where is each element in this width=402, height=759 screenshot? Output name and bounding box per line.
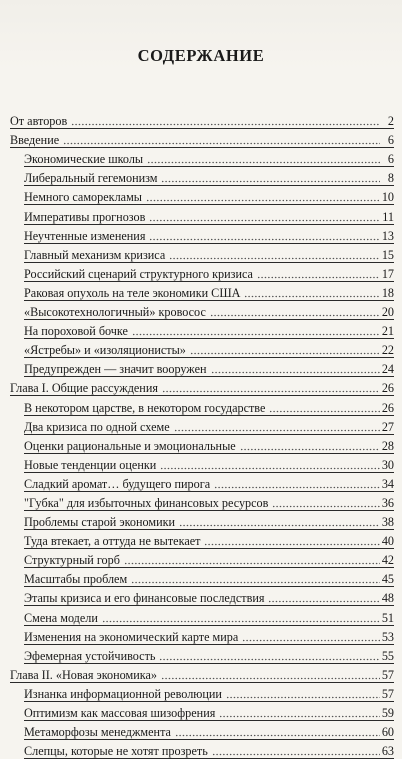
dot-leader — [244, 287, 379, 298]
toc-entry — [24, 358, 394, 377]
dot-leader — [161, 669, 380, 680]
toc-entry-title: Введение — [10, 133, 60, 148]
toc-entry-title: Изнанка информационной революции — [24, 686, 222, 701]
toc-entry-page: 26 — [381, 400, 394, 415]
toc-entry — [24, 186, 394, 205]
toc-entry — [10, 129, 394, 148]
toc-entry — [24, 244, 394, 263]
dot-leader — [269, 402, 379, 413]
toc-entry-page: 55 — [381, 648, 394, 663]
toc-entry — [24, 721, 394, 740]
toc-entry — [24, 416, 394, 435]
toc-entry-title: Сладкий аромат… будущего пирога — [24, 476, 211, 491]
toc-entry — [24, 225, 394, 244]
toc-entry-page: 6 — [387, 133, 394, 148]
toc-entry-title: Этапы кризиса и его финансовые последствия — [24, 591, 265, 606]
toc-entry-page: 8 — [387, 171, 394, 186]
toc-entry-title: Глава I. Общие рассуждения — [10, 381, 158, 396]
toc-entry-page: 51 — [381, 610, 394, 625]
toc-entry-title: Раковая опухоль на теле экономики США — [24, 285, 241, 300]
dot-leader — [214, 478, 380, 489]
dot-leader — [179, 516, 380, 527]
toc-entry — [24, 473, 394, 492]
dot-leader — [132, 325, 380, 336]
toc-entry-title: Два кризиса по одной схеме — [24, 419, 170, 434]
dot-leader — [162, 382, 380, 393]
toc-entry-title: «Высокотехнологичный» кровосос — [24, 305, 206, 320]
toc-entry-page: 18 — [381, 285, 394, 300]
page-title: СОДЕРЖАНИЕ — [137, 46, 265, 65]
toc-entry-title: Изменения на экономический карте мира — [24, 629, 239, 644]
dot-leader — [159, 650, 379, 661]
toc-entry-page: 34 — [381, 476, 394, 491]
toc-entry-title: Новые тенденции оценки — [24, 457, 157, 472]
toc-entry-page: 45 — [381, 572, 394, 587]
toc-entry — [24, 568, 394, 587]
toc-entry — [24, 683, 394, 702]
toc-entry-page: 15 — [381, 247, 394, 262]
toc-entry — [10, 664, 394, 683]
dot-leader — [272, 497, 379, 508]
dot-leader — [160, 459, 380, 470]
toc-entry-page: 57 — [381, 667, 394, 682]
toc-entry-title: Туда втекает, а оттуда не вытекает — [24, 534, 201, 549]
toc-entry-page: 53 — [381, 629, 394, 644]
toc-entry — [24, 148, 394, 167]
toc-entry — [24, 205, 394, 224]
toc-entry-page: 17 — [381, 266, 394, 281]
toc-entry — [24, 263, 394, 282]
toc-entry-title: «Ястребы» и «изоляционисты» — [24, 343, 186, 358]
dot-leader — [124, 554, 380, 565]
toc-entry — [24, 511, 394, 530]
toc-entry — [24, 435, 394, 454]
toc-entry — [24, 626, 394, 645]
dot-leader — [175, 726, 380, 737]
toc-entry-title: Предупрежден — значит вооружен — [24, 362, 207, 377]
toc-entry-page: 27 — [381, 419, 394, 434]
dot-leader — [226, 688, 380, 699]
toc-entry-page: 57 — [381, 686, 394, 701]
toc-entry-title: Метаморфозы менеджмента — [24, 725, 171, 740]
toc-entry-page: 59 — [381, 706, 394, 720]
toc-entry-title: "Губка" для избыточных финансовых ресурсов — [24, 495, 269, 510]
toc-entry — [24, 702, 394, 721]
dot-leader — [204, 535, 379, 546]
toc-entry-page: 60 — [381, 725, 394, 740]
toc-entry-page: 24 — [381, 362, 394, 377]
toc-entry — [24, 492, 394, 511]
toc-entry — [24, 339, 394, 358]
toc-entry — [24, 645, 394, 664]
dot-leader — [149, 211, 380, 222]
toc-entry-title: Немного саморекламы — [24, 190, 142, 205]
toc-entry-page: 10 — [381, 190, 394, 205]
dot-leader — [212, 745, 380, 756]
toc-entry-page: 2 — [387, 114, 394, 129]
toc-entry-title: Глава II. «Новая экономика» — [10, 667, 158, 682]
dot-leader — [63, 134, 380, 145]
dot-leader — [161, 172, 380, 183]
dot-leader — [146, 191, 380, 202]
toc-entry — [24, 320, 394, 339]
toc-entry — [24, 606, 394, 625]
dot-leader — [149, 230, 379, 241]
toc-entry-title: Оценки рациональные и эмоциональные — [24, 438, 236, 453]
toc-entry — [24, 530, 394, 549]
toc-entry-title: Экономические школы — [24, 152, 144, 167]
toc-entry-title: Оптимизм как массовая шизофрения — [24, 706, 216, 720]
toc-entry — [10, 110, 394, 129]
toc-entry — [24, 587, 394, 606]
dot-leader — [242, 631, 380, 642]
dot-leader — [169, 249, 380, 260]
toc-entry — [24, 454, 394, 473]
toc-entry — [24, 167, 394, 186]
dot-leader — [211, 363, 380, 374]
toc-entry-title: От авторов — [10, 114, 68, 129]
toc-entry — [24, 549, 394, 568]
table-of-contents — [10, 110, 394, 759]
toc-entry-page: 11 — [382, 209, 394, 224]
dot-leader — [190, 344, 380, 355]
dot-leader — [240, 440, 380, 451]
toc-entry-title: Российский сценарий структурного кризиса — [24, 266, 253, 281]
toc-entry — [10, 377, 394, 396]
toc-entry-page: 20 — [381, 305, 394, 320]
dot-leader — [219, 707, 379, 718]
dot-leader — [147, 153, 380, 164]
dot-leader — [71, 115, 380, 126]
toc-entry-page: 42 — [381, 553, 394, 568]
dot-leader — [257, 268, 380, 279]
toc-entry-title: В некотором царстве, в некотором государстве — [24, 400, 266, 415]
dot-leader — [268, 592, 379, 603]
toc-entry-page: 48 — [381, 591, 394, 606]
toc-entry-title: Смена модели — [24, 610, 98, 625]
toc-entry-page: 22 — [381, 343, 394, 358]
toc-entry-page: 63 — [381, 744, 394, 759]
dot-leader — [102, 612, 380, 623]
toc-entry-page: 36 — [381, 495, 394, 510]
toc-entry-page: 28 — [381, 438, 394, 453]
toc-entry — [24, 282, 394, 301]
toc-entry-title: Неучтенные изменения — [24, 228, 146, 243]
dot-leader — [131, 573, 380, 584]
toc-entry-page: 13 — [381, 228, 394, 243]
toc-entry-page: 21 — [381, 324, 394, 339]
toc-entry-title: Слепцы, которые не хотят прозреть — [24, 744, 208, 759]
toc-entry — [24, 301, 394, 320]
toc-entry-title: Структурный горб — [24, 553, 120, 568]
toc-entry-title: Масштабы проблем — [24, 572, 128, 587]
toc-entry-title: На пороховой бочке — [24, 324, 128, 339]
toc-entry-title: Эфемерная устойчивость — [24, 648, 156, 663]
toc-entry — [24, 396, 394, 415]
toc-entry-page: 30 — [381, 457, 394, 472]
toc-entry-title: Главный механизм кризиса — [24, 247, 166, 262]
toc-entry — [24, 740, 394, 759]
toc-entry-title: Либеральный гегемонизм — [24, 171, 158, 186]
toc-entry-page: 38 — [381, 515, 394, 530]
dot-leader — [174, 421, 380, 432]
toc-entry-page: 6 — [387, 152, 394, 167]
toc-entry-page: 40 — [381, 534, 394, 549]
toc-entry-page: 26 — [381, 381, 394, 396]
dot-leader — [210, 306, 380, 317]
toc-entry-title: Императивы прогнозов — [24, 209, 146, 224]
toc-entry-title: Проблемы старой экономики — [24, 515, 176, 530]
